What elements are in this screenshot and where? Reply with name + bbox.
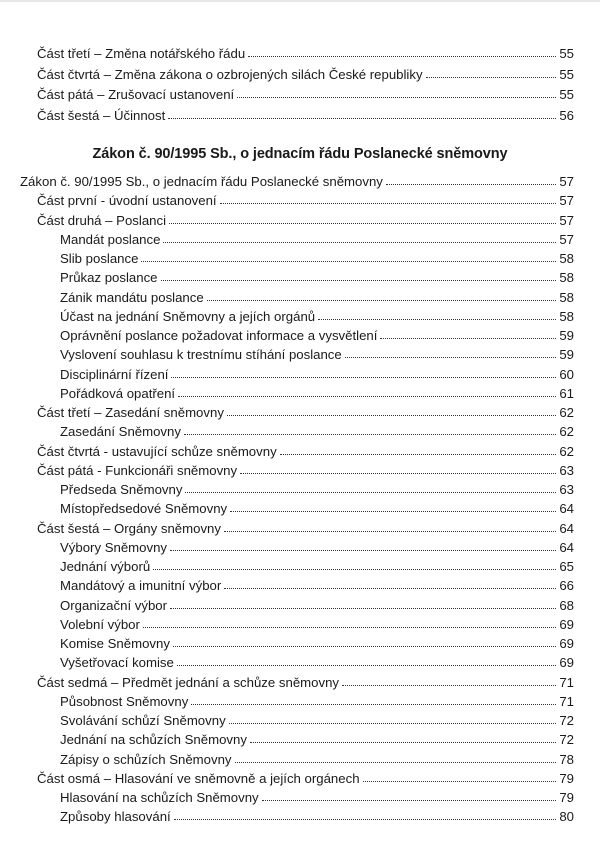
- dot-leader: [177, 655, 556, 667]
- toc-entry[interactable]: [60, 328, 574, 344]
- toc-entry-page-number: 78: [559, 751, 574, 767]
- dot-leader: [178, 386, 556, 398]
- toc-entry-title: Pořádková opatření: [60, 385, 176, 401]
- dot-leader: [184, 424, 556, 436]
- toc-entry-page-number: 79: [559, 770, 574, 786]
- toc-entry[interactable]: [60, 713, 574, 729]
- toc-entry-title: Část třetí – Změna notářského řádu: [37, 46, 246, 61]
- dot-leader: [235, 752, 557, 764]
- toc-entry[interactable]: [37, 463, 574, 479]
- toc-entry-page-number: 62: [559, 443, 574, 459]
- toc-entry[interactable]: [37, 87, 574, 103]
- dot-leader: [163, 232, 556, 244]
- toc-entry[interactable]: [60, 540, 574, 556]
- dot-leader: [169, 213, 556, 225]
- toc-entry-title: Vyslovení souhlasu k trestnímu stíhání poslance: [60, 347, 342, 363]
- toc-entry-title: Část čtvrtá – Změna zákona o ozbrojených silách České republiky: [37, 66, 423, 82]
- toc-entry[interactable]: [20, 174, 574, 190]
- toc-entry-page-number: 64: [559, 501, 574, 517]
- toc-entry-page-number: 72: [559, 732, 574, 748]
- dot-leader: [153, 559, 556, 571]
- toc-entry[interactable]: [60, 232, 574, 248]
- dot-leader: [386, 174, 556, 186]
- toc-entry-title: Svolávání schůzí Sněmovny: [60, 713, 226, 728]
- toc-entry-title: Slib poslance: [60, 251, 139, 266]
- dot-leader: [220, 193, 557, 205]
- toc-entry-title: Hlasování na schůzích Sněmovny: [60, 790, 259, 805]
- toc-entry-title: Část čtvrtá - ustavující schůze sněmovny: [37, 443, 277, 459]
- toc-entry[interactable]: [37, 771, 574, 787]
- dot-leader: [168, 108, 556, 120]
- toc-entry-title: Organizační výbor: [60, 597, 168, 613]
- toc-entry-title: Část sedmá – Předmět jednání a schůze sněmovny: [37, 674, 340, 690]
- toc-entry-page-number: 80: [559, 809, 574, 825]
- toc-entry-page-number: 57: [559, 212, 574, 228]
- toc-entry[interactable]: [60, 367, 574, 383]
- toc-entry-page-number: 63: [559, 482, 574, 497]
- toc-entry-page-number: 58: [559, 270, 574, 286]
- dot-leader: [141, 251, 556, 263]
- toc-entry-title: Výbory Sněmovny: [60, 539, 168, 555]
- dot-leader: [229, 713, 557, 725]
- dot-leader: [227, 405, 556, 417]
- dot-leader: [173, 636, 556, 648]
- toc-entry-title: Oprávnění poslance požadovat informace a vysvětlení: [60, 328, 378, 343]
- toc-entry-page-number: 61: [559, 385, 574, 401]
- dot-leader: [426, 67, 557, 79]
- toc-entry-page-number: 58: [559, 251, 574, 266]
- toc-entry-title: Průkaz poslance: [60, 270, 158, 286]
- toc-entry-page-number: 71: [559, 674, 574, 690]
- toc-entry-page-number: 72: [559, 713, 574, 728]
- toc-entry-title: Část třetí – Zasedání sněmovny: [37, 405, 224, 420]
- toc-entry[interactable]: [60, 809, 574, 825]
- toc-entry-page-number: 62: [559, 424, 574, 440]
- toc-entry-title: Zánik mandátu poslance: [60, 289, 204, 305]
- toc-entry-title: Část druhá – Poslanci: [37, 212, 167, 228]
- toc-entry-title: Volební výbor: [60, 616, 140, 632]
- toc-entry[interactable]: [60, 790, 574, 806]
- toc-entry-title: Působnost Sněmovny: [60, 693, 189, 709]
- toc-entry-page-number: 59: [559, 328, 574, 343]
- toc-entry[interactable]: [60, 732, 574, 748]
- dot-leader: [248, 46, 556, 58]
- toc-entry-title: Účast na jednání Sněmovny a jejích orgánů: [60, 308, 316, 324]
- toc-entry-title: Část osmá – Hlasování ve sněmovně a jejích orgánech: [37, 770, 360, 786]
- toc-entry[interactable]: [60, 482, 574, 498]
- dot-leader: [380, 328, 556, 340]
- toc-entry[interactable]: [37, 405, 574, 421]
- toc-entry-title: Část šestá – Orgány sněmovny: [37, 520, 221, 536]
- toc-entry-title: Vyšetřovací komise: [60, 655, 174, 671]
- toc-entry[interactable]: [60, 424, 574, 440]
- toc-entry[interactable]: [60, 309, 574, 325]
- toc-entry[interactable]: [60, 251, 574, 267]
- toc-entry-title: Zákon č. 90/1995 Sb., o jednacím řádu Poslanecké sněmovny: [20, 174, 383, 189]
- dot-leader: [224, 578, 556, 590]
- dot-leader: [174, 809, 557, 821]
- toc-entry-page-number: 64: [559, 539, 574, 555]
- toc-entry-page-number: 55: [559, 66, 574, 82]
- toc-entry[interactable]: [60, 655, 574, 671]
- toc-entry[interactable]: [60, 694, 574, 710]
- toc-entry-page-number: 79: [559, 790, 574, 805]
- dot-leader: [262, 790, 557, 802]
- toc-entry-page-number: 57: [559, 231, 574, 247]
- toc-entry[interactable]: [60, 270, 574, 286]
- toc-entry-page-number: 69: [559, 616, 574, 632]
- top-scan-edge: [0, 0, 600, 2]
- toc-entry-title: Část šestá – Účinnost: [37, 107, 166, 123]
- toc-entry-title: Část pátá - Funkcionáři sněmovny: [37, 462, 238, 478]
- toc-entry-page-number: 58: [559, 308, 574, 324]
- dot-leader: [280, 444, 557, 456]
- toc-entry-page-number: 55: [559, 46, 574, 61]
- toc-entry-page-number: 55: [559, 87, 574, 102]
- toc-entry-title: Část první - úvodní ustanovení: [37, 193, 217, 209]
- toc-entry-title: Zasedání Sněmovny: [60, 424, 181, 440]
- toc-entry-title: Komise Sněmovny: [60, 636, 170, 651]
- toc-entry-page-number: 69: [559, 636, 574, 651]
- toc-entry[interactable]: [60, 559, 574, 575]
- toc-entry[interactable]: [60, 290, 574, 306]
- dot-leader: [161, 270, 557, 282]
- toc-entry-title: Jednání výborů: [60, 559, 151, 574]
- toc-entry-title: Disciplinární řízení: [60, 366, 169, 382]
- toc-entry[interactable]: [37, 46, 574, 62]
- toc-entry[interactable]: [60, 617, 574, 633]
- toc-entry[interactable]: [60, 752, 574, 768]
- toc-entry-page-number: 56: [559, 107, 574, 123]
- dot-leader: [345, 347, 557, 359]
- dot-leader: [171, 367, 556, 379]
- toc-entry-page-number: 60: [559, 366, 574, 382]
- dot-leader: [170, 598, 556, 610]
- dot-leader: [363, 771, 557, 783]
- toc-entry-page-number: 68: [559, 597, 574, 613]
- dot-leader: [240, 463, 556, 475]
- toc-entry[interactable]: [37, 193, 574, 209]
- section-heading: Zákon č. 90/1995 Sb., o jednacím řádu Poslanecké sněmovny: [92, 146, 508, 162]
- toc-entry[interactable]: [60, 636, 574, 652]
- toc-entry-page-number: 57: [559, 174, 574, 189]
- toc-entry[interactable]: [37, 108, 574, 124]
- toc-entry-page-number: 57: [559, 193, 574, 209]
- dot-leader: [318, 309, 556, 321]
- toc-entry-title: Část pátá – Zrušovací ustanovení: [37, 87, 235, 102]
- toc-entry-page-number: 58: [559, 289, 574, 305]
- toc-entry[interactable]: [37, 675, 574, 691]
- dot-leader: [191, 694, 556, 706]
- toc-entry-title: Místopředsedové Sněmovny: [60, 501, 228, 517]
- toc-entry[interactable]: [60, 598, 574, 614]
- dot-leader: [170, 540, 556, 552]
- toc-entry-page-number: 66: [559, 578, 574, 594]
- toc-entry-title: Způsoby hlasování: [60, 809, 171, 825]
- toc-entry-page-number: 65: [559, 559, 574, 574]
- toc-entry-title: Mandátový a imunitní výbor: [60, 578, 222, 594]
- toc-entry-title: Předseda Sněmovny: [60, 482, 183, 497]
- dot-leader: [207, 290, 557, 302]
- dot-leader: [250, 732, 556, 744]
- toc-entry-page-number: 63: [559, 462, 574, 478]
- dot-leader: [143, 617, 556, 629]
- dot-leader: [230, 501, 556, 513]
- dot-leader: [342, 675, 556, 687]
- toc-entry-page-number: 69: [559, 655, 574, 671]
- dot-leader: [185, 482, 556, 494]
- toc-entry-page-number: 62: [559, 405, 574, 420]
- toc-entry-page-number: 64: [559, 520, 574, 536]
- toc-entry-page-number: 59: [559, 347, 574, 363]
- toc-entry-title: Zápisy o schůzích Sněmovny: [60, 751, 232, 767]
- toc-entry-page-number: 71: [559, 693, 574, 709]
- toc-entry-title: Mandát poslance: [60, 231, 161, 247]
- toc-entry-title: Jednání na schůzích Sněmovny: [60, 732, 247, 748]
- toc-entry[interactable]: [60, 347, 574, 363]
- dot-leader: [224, 521, 556, 533]
- toc-entry[interactable]: [60, 578, 574, 594]
- dot-leader: [237, 87, 556, 99]
- toc-entry[interactable]: [60, 501, 574, 517]
- toc-entry[interactable]: [60, 386, 574, 402]
- toc-entry[interactable]: [37, 213, 574, 229]
- toc-entry[interactable]: [37, 444, 574, 460]
- toc-entry[interactable]: [37, 521, 574, 537]
- toc-entry[interactable]: [37, 67, 574, 83]
